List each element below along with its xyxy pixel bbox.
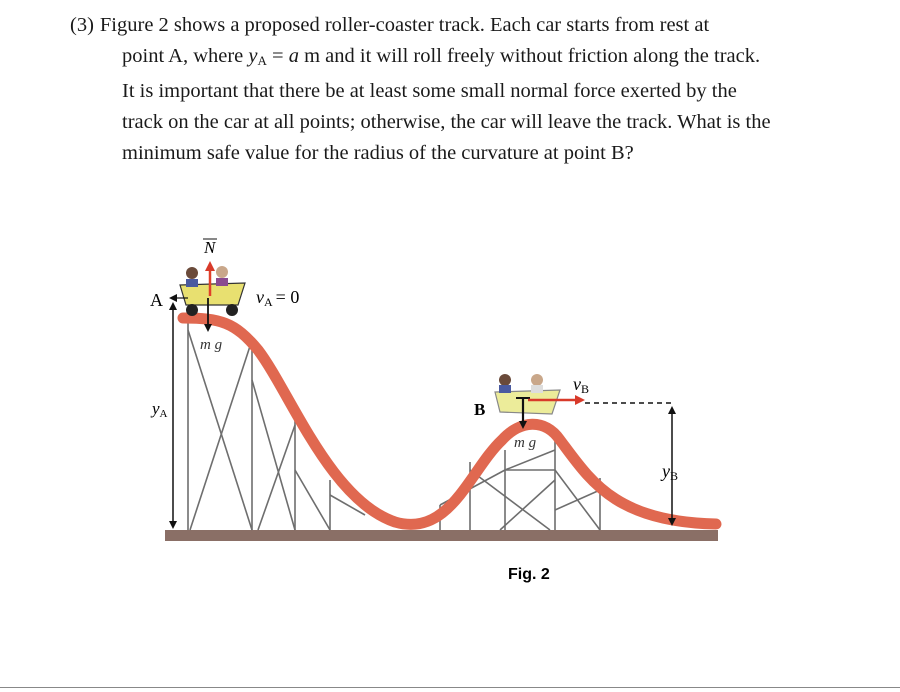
figure-caption: Fig. 2 <box>508 566 550 583</box>
label-vB-var: v <box>573 374 581 394</box>
label-yA-var: y <box>152 399 160 418</box>
label-mg-B: m g <box>514 435 537 451</box>
label-B: B <box>474 400 486 419</box>
problem-line-2-start: point A, where <box>122 45 249 67</box>
label-vB-sub: B <box>581 382 590 396</box>
label-A: A <box>150 290 163 310</box>
ground-bar <box>165 530 718 541</box>
label-yA-sub: A <box>159 408 168 420</box>
label-N: N <box>204 238 216 257</box>
label-yA <box>150 399 168 420</box>
label-yB-var: y <box>662 461 670 481</box>
problem-line-1-text: Figure 2 shows a proposed roller-coaster track. Each car starts from rest at <box>99 14 710 36</box>
label-vA-sub: A <box>264 295 273 309</box>
problem-number: (3) <box>70 14 94 36</box>
car-at-A <box>180 266 245 316</box>
label-vA-var: v <box>256 287 264 307</box>
variable-a: a <box>288 45 299 67</box>
label-yB <box>660 461 678 483</box>
label-vA-eq: = 0 <box>275 287 300 307</box>
label-yB-sub: B <box>670 469 679 483</box>
label-vB <box>573 374 589 396</box>
problem-line-5: minimum safe value for the radius of the curvature at point B? <box>122 142 634 164</box>
problem-line-2-end: m and it will roll freely without friction along the track. <box>298 45 761 67</box>
label-mg-A: m g <box>200 337 223 353</box>
variable-y: y <box>248 45 258 67</box>
bottom-divider <box>0 687 900 688</box>
subscript-a: A <box>257 53 267 68</box>
problem-line-4: track on the car at all points; otherwise, the car will leave the track. What is the <box>122 111 771 133</box>
problem-line-3: It is important that there be at least some small normal force exerted by the <box>122 80 737 102</box>
equals-sign: = <box>266 45 289 67</box>
coaster-track <box>183 318 716 524</box>
car-at-B <box>495 374 560 414</box>
label-vA <box>256 287 299 309</box>
